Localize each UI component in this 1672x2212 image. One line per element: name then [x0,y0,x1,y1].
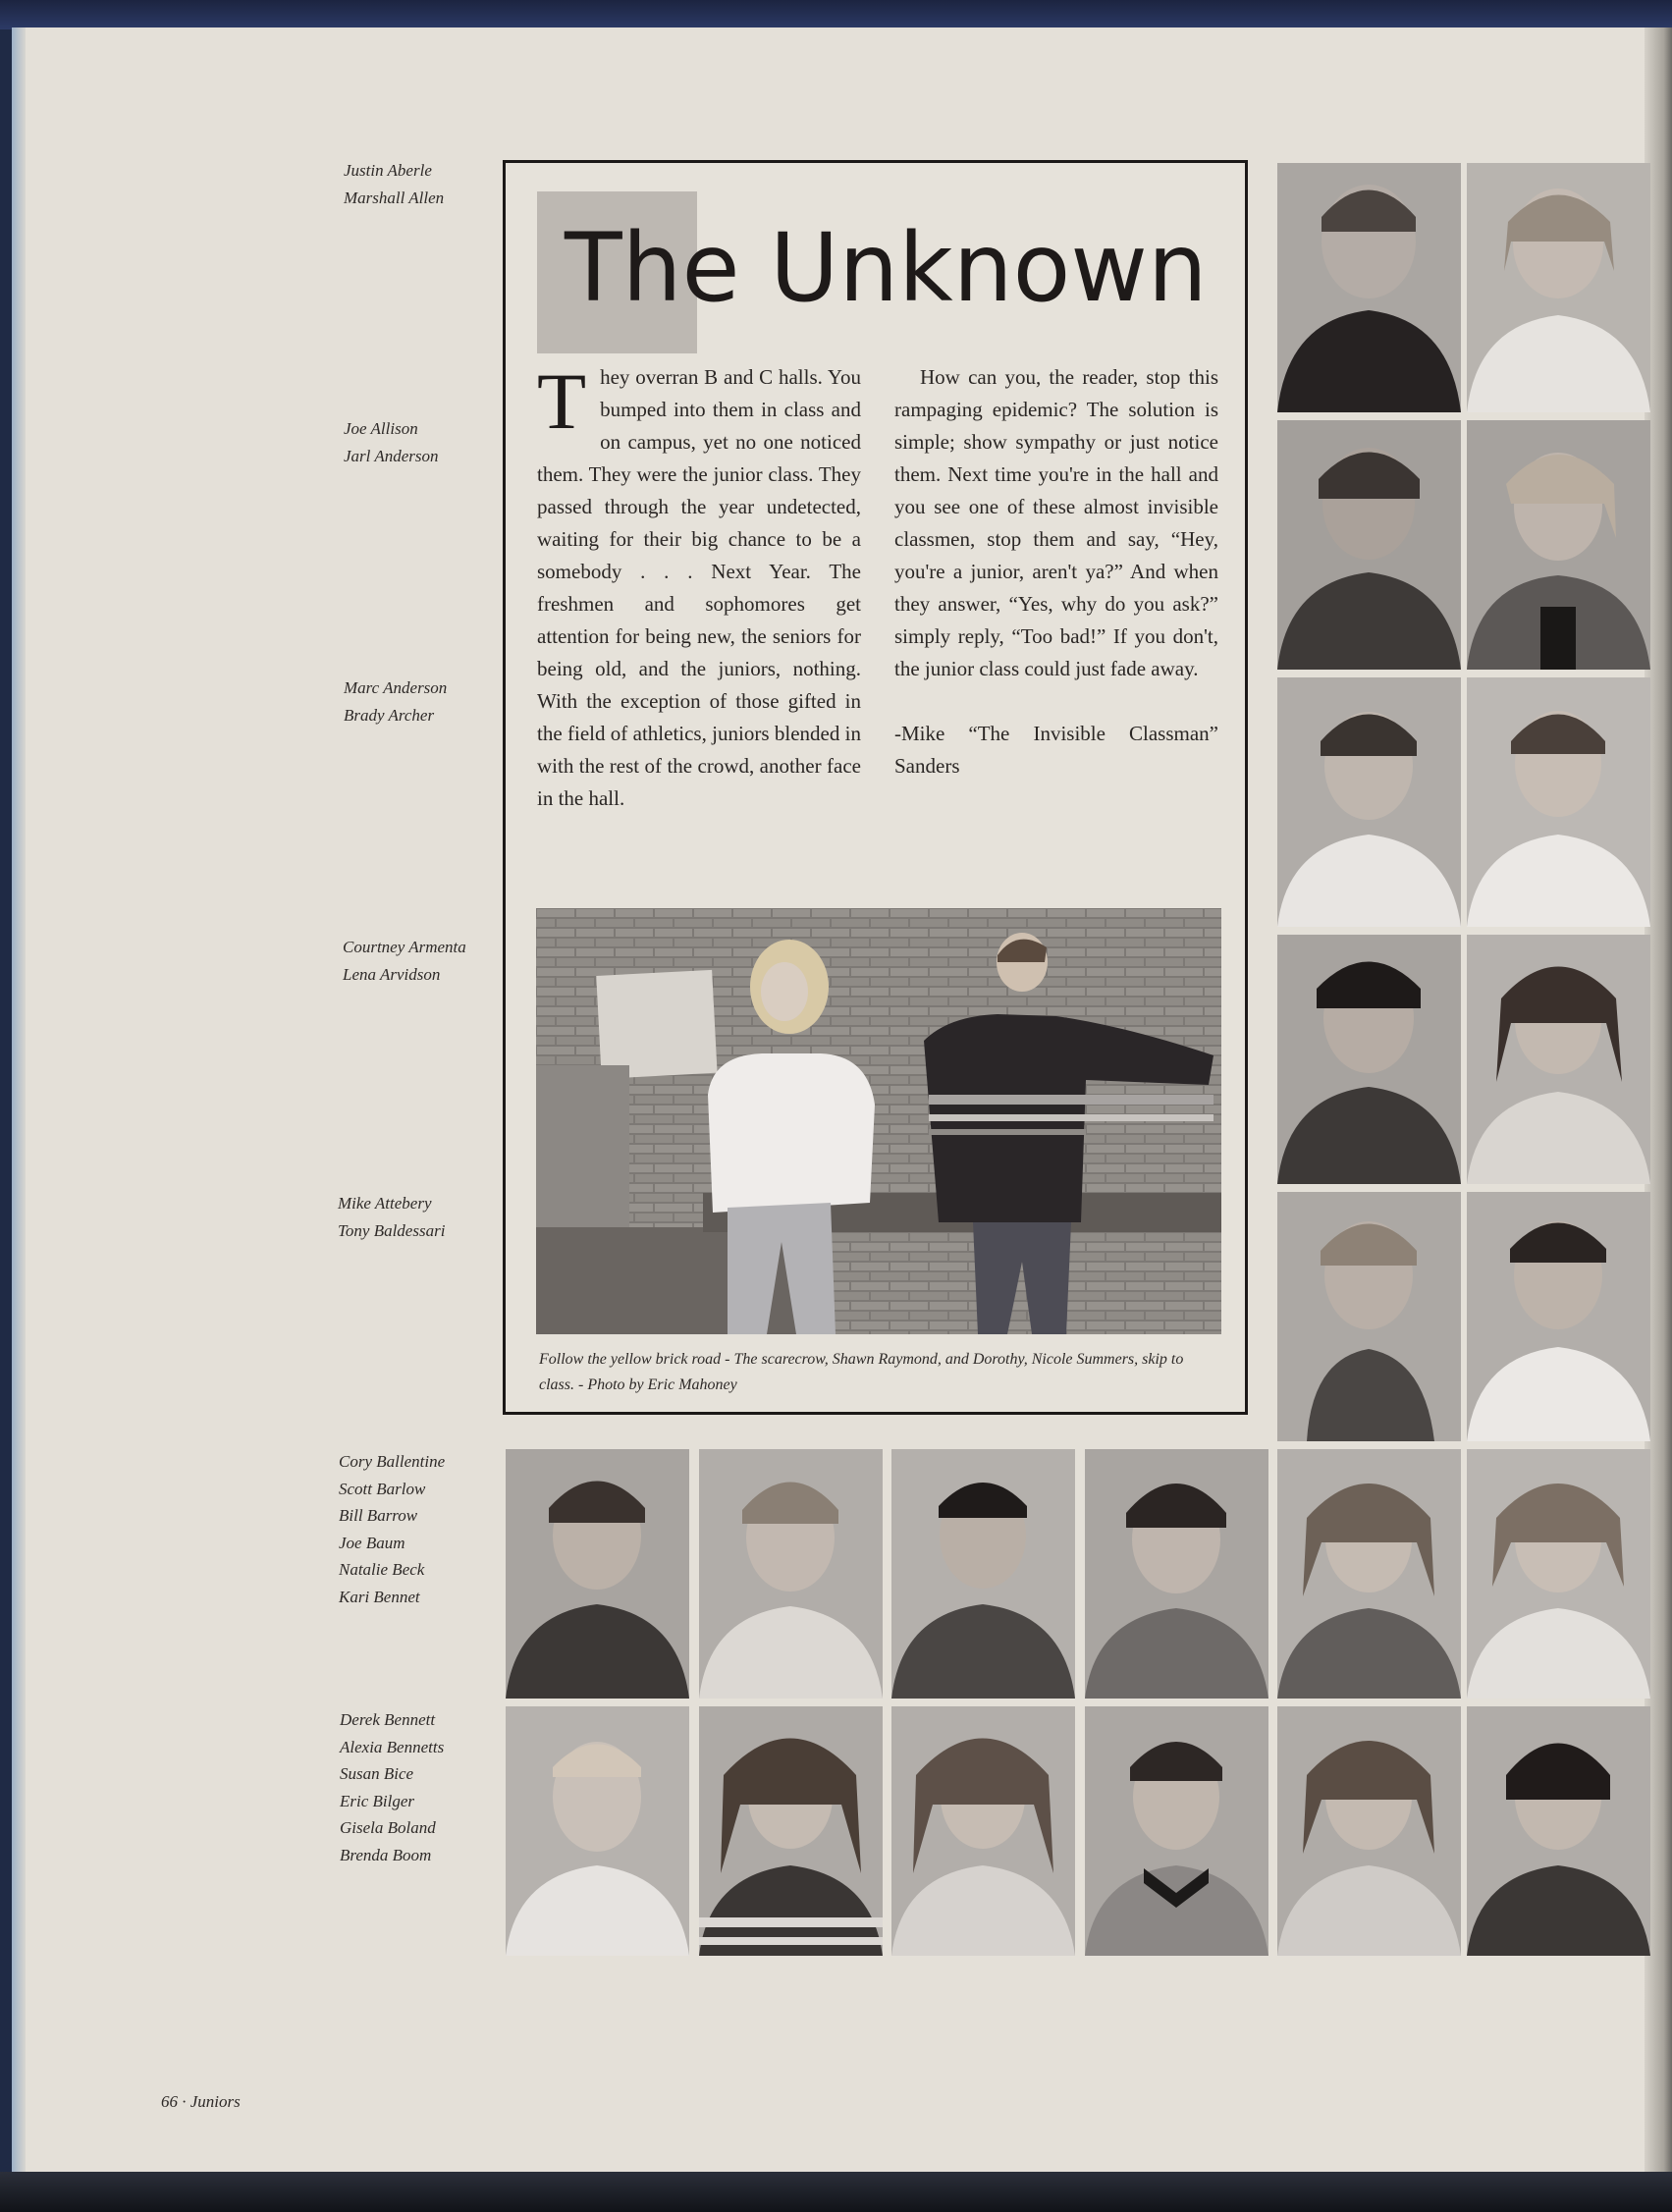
name-list-row2 [344,415,439,469]
portrait-photo [1277,677,1461,927]
student-name: Natalie Beck [339,1560,425,1579]
portrait-photo [891,1449,1075,1699]
portrait-photo [1085,1449,1268,1699]
portrait-photo [1467,163,1650,412]
student-name: Eric Bilger [340,1791,415,1810]
portrait-photo [1277,1192,1461,1441]
student-name: Bill Barrow [339,1506,418,1525]
portrait-photo [1467,1192,1650,1441]
page-folio: 66 · Juniors [161,2092,241,2111]
portrait-photo [1085,1706,1268,1956]
article-byline: -Mike “The Invisible Classman” Sanders [894,722,1218,778]
student-name: Tony Baldessari [338,1220,446,1240]
student-name: Mike Attebery [338,1194,432,1213]
student-name: Susan Bice [340,1764,414,1783]
name-list-row4 [343,934,466,988]
student-name: Cory Ballentine [339,1452,446,1471]
student-name: Lena Arvidson [343,964,441,984]
student-name: Jarl Anderson [344,446,439,465]
portrait-photo [1467,935,1650,1184]
name-list-row3 [344,674,447,728]
portrait-photo [1277,1706,1461,1956]
student-name: Kari Bennet [339,1587,420,1606]
portrait-photo [891,1706,1075,1956]
student-name: Gisela Boland [340,1818,436,1837]
portrait-photo [1277,420,1461,670]
article-title: The Unknown [565,213,1208,323]
student-name: Joe Baum [339,1533,405,1552]
student-name: Derek Bennett [340,1710,436,1729]
name-list-row5 [338,1190,445,1244]
student-name: Scott Barlow [339,1479,426,1498]
scan-border-top [0,0,1672,29]
scan-border-bottom [0,2172,1672,2212]
name-list-row7 [340,1706,444,1868]
portrait-photo [1467,1706,1650,1956]
portrait-photo [1277,163,1461,412]
portrait-photo [1277,935,1461,1184]
article-body-col2: How can you, the reader, stop this rampaging epidemic? The solution is simple; show sympathy or just notice them. Next time you're in the hall and you see one of these almost invisible classmen, stop them and say, “Hey, you're a junior, aren't ya?” And when they answer, “Yes, why do you ask?” simply reply, “Too bad!” If you don't, the junior class could just fade away. [894,365,1218,680]
student-name: Justin Aberle [344,161,432,180]
student-name: Joe Allison [344,419,418,438]
portrait-photo [1277,1449,1461,1699]
student-name: Courtney Armenta [343,938,466,956]
page-binding-edge [12,27,26,2174]
name-list-row6 [339,1448,445,1610]
student-name: Brenda Boom [340,1845,432,1864]
portrait-photo [699,1706,883,1956]
portrait-photo [1467,677,1650,927]
drop-cap: T [537,356,587,446]
portrait-photo [699,1449,883,1699]
student-name: Marc Anderson [344,678,448,697]
portrait-photo [506,1706,689,1956]
portrait-photo [1467,420,1650,670]
student-name: Brady Archer [344,705,435,725]
article-body-col1: hey overran B and C halls. You bumped into them in class and on campus, yet no one noticed them. They were the junior class. They passed through the year undetected, waiting for their big chance to be a somebody . . . Next Year. The freshmen and sophomores get attention for being new, the seniors for being old, and the juniors, nothing. With the exception of those gifted in the field of athletics, juniors blended in with the rest of the crowd, another face in the hall. [537,365,861,810]
student-name: Alexia Bennetts [340,1737,445,1756]
name-list-row1 [344,157,444,211]
student-name: Marshall Allen [344,188,445,207]
portrait-photo [506,1449,689,1699]
portrait-photo [1467,1449,1650,1699]
photo-caption: Follow the yellow brick road - The scarecrow, Shawn Raymond, and Dorothy, Nicole Summers, skip to class. - Photo by Eric Mahoney [539,1351,1184,1393]
feature-photo [536,908,1221,1334]
article-column-1 [537,356,861,847]
article-column-2 [894,361,1218,815]
